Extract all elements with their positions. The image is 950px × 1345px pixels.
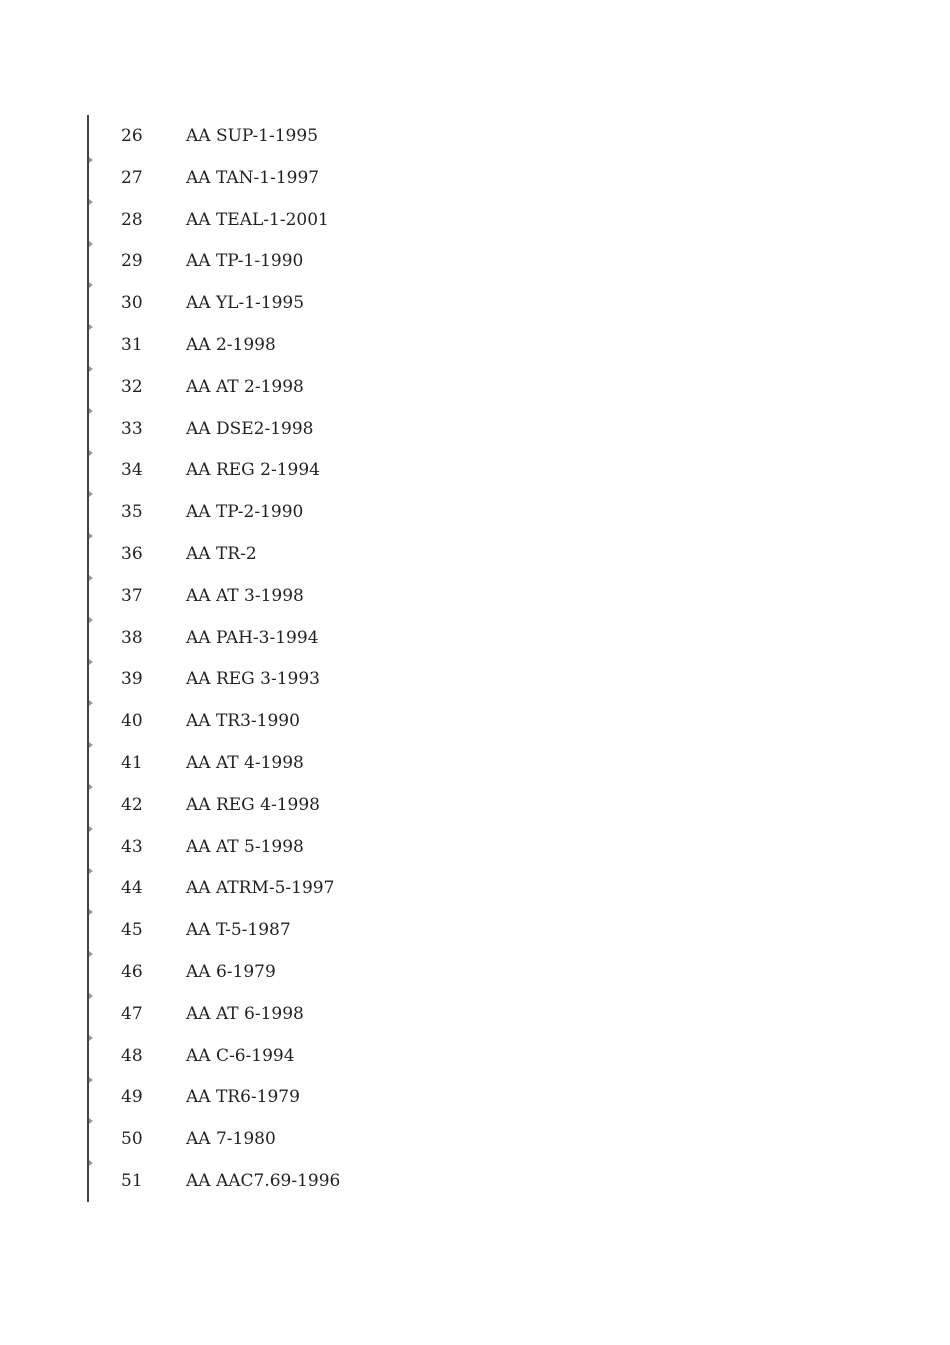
item-number: 47 [121, 1003, 143, 1024]
list-item [0, 700, 950, 742]
list-item [0, 1076, 950, 1118]
item-number: 36 [121, 543, 143, 564]
list-item [0, 366, 950, 408]
standard-code: AA 6-1979 [186, 961, 276, 982]
standard-code: AA ATRM-5-1997 [186, 878, 335, 899]
standard-code: AA AT 4-1998 [186, 752, 304, 773]
standard-code: AA DSE2-1998 [186, 418, 314, 439]
list-item [0, 115, 950, 157]
list-item [0, 240, 950, 282]
standard-code: AA T-5-1987 [186, 920, 291, 941]
standard-code: AA TR6-1979 [186, 1087, 300, 1108]
list-item [0, 491, 950, 533]
item-number: 31 [121, 334, 143, 355]
list-item [0, 742, 950, 784]
list-item [0, 1160, 950, 1202]
standards-list [0, 115, 950, 1202]
item-number: 43 [121, 836, 143, 857]
standard-code: AA 7-1980 [186, 1129, 276, 1150]
standard-code: AA TR3-1990 [186, 711, 300, 732]
standard-code: AA TP-2-1990 [186, 502, 304, 523]
item-number: 28 [121, 209, 143, 230]
item-number: 26 [121, 126, 143, 146]
standard-code: AA TR-2 [186, 543, 257, 564]
list-item [0, 1118, 950, 1160]
standard-code: AA TP-1-1990 [186, 251, 304, 272]
standard-code: AA AAC7.69-1996 [186, 1170, 341, 1191]
item-number: 42 [121, 794, 143, 815]
item-number: 48 [121, 1045, 143, 1066]
list-item [0, 617, 950, 659]
item-number: 30 [121, 293, 143, 314]
item-number: 46 [121, 961, 143, 982]
standard-code: AA C-6-1994 [186, 1045, 295, 1066]
item-number: 39 [121, 669, 143, 690]
list-item [0, 658, 950, 700]
item-number: 50 [121, 1129, 143, 1150]
standard-code: AA SUP-1-1995 [186, 126, 319, 146]
standard-code: AA PAH-3-1994 [186, 627, 319, 648]
standard-code: AA TEAL-1-2001 [186, 209, 329, 230]
list-item [0, 1035, 950, 1077]
standard-code: AA AT 5-1998 [186, 836, 304, 857]
item-number: 32 [121, 376, 143, 397]
list-item [0, 199, 950, 241]
standard-code: AA AT 3-1998 [186, 585, 304, 606]
standard-code: AA AT 6-1998 [186, 1003, 304, 1024]
list-item [0, 909, 950, 951]
item-number: 34 [121, 460, 143, 481]
item-number: 33 [121, 418, 143, 439]
item-number: 27 [121, 167, 143, 188]
item-number: 49 [121, 1087, 143, 1108]
list-item [0, 951, 950, 993]
list-item [0, 282, 950, 324]
list-item [0, 157, 950, 199]
list-item [0, 867, 950, 909]
list-item [0, 575, 950, 617]
item-number: 40 [121, 711, 143, 732]
item-number: 44 [121, 878, 143, 899]
standard-code: AA 2-1998 [186, 334, 276, 355]
item-number: 45 [121, 920, 143, 941]
list-item [0, 408, 950, 450]
standard-code: AA REG 2-1994 [186, 460, 320, 481]
list-item [0, 784, 950, 826]
item-number: 51 [121, 1170, 143, 1191]
item-number: 37 [121, 585, 143, 606]
standard-code: AA AT 2-1998 [186, 376, 304, 397]
standard-code: AA YL-1-1995 [186, 293, 305, 314]
list-item [0, 449, 950, 491]
list-item [0, 533, 950, 575]
item-number: 35 [121, 502, 143, 523]
item-number: 41 [121, 752, 143, 773]
standard-code: AA REG 4-1998 [186, 794, 320, 815]
standard-code: AA REG 3-1993 [186, 669, 320, 690]
list-item [0, 826, 950, 868]
item-number: 29 [121, 251, 143, 272]
list-item [0, 993, 950, 1035]
list-item [0, 324, 950, 366]
item-number: 38 [121, 627, 143, 648]
standard-code: AA TAN-1-1997 [186, 167, 320, 188]
